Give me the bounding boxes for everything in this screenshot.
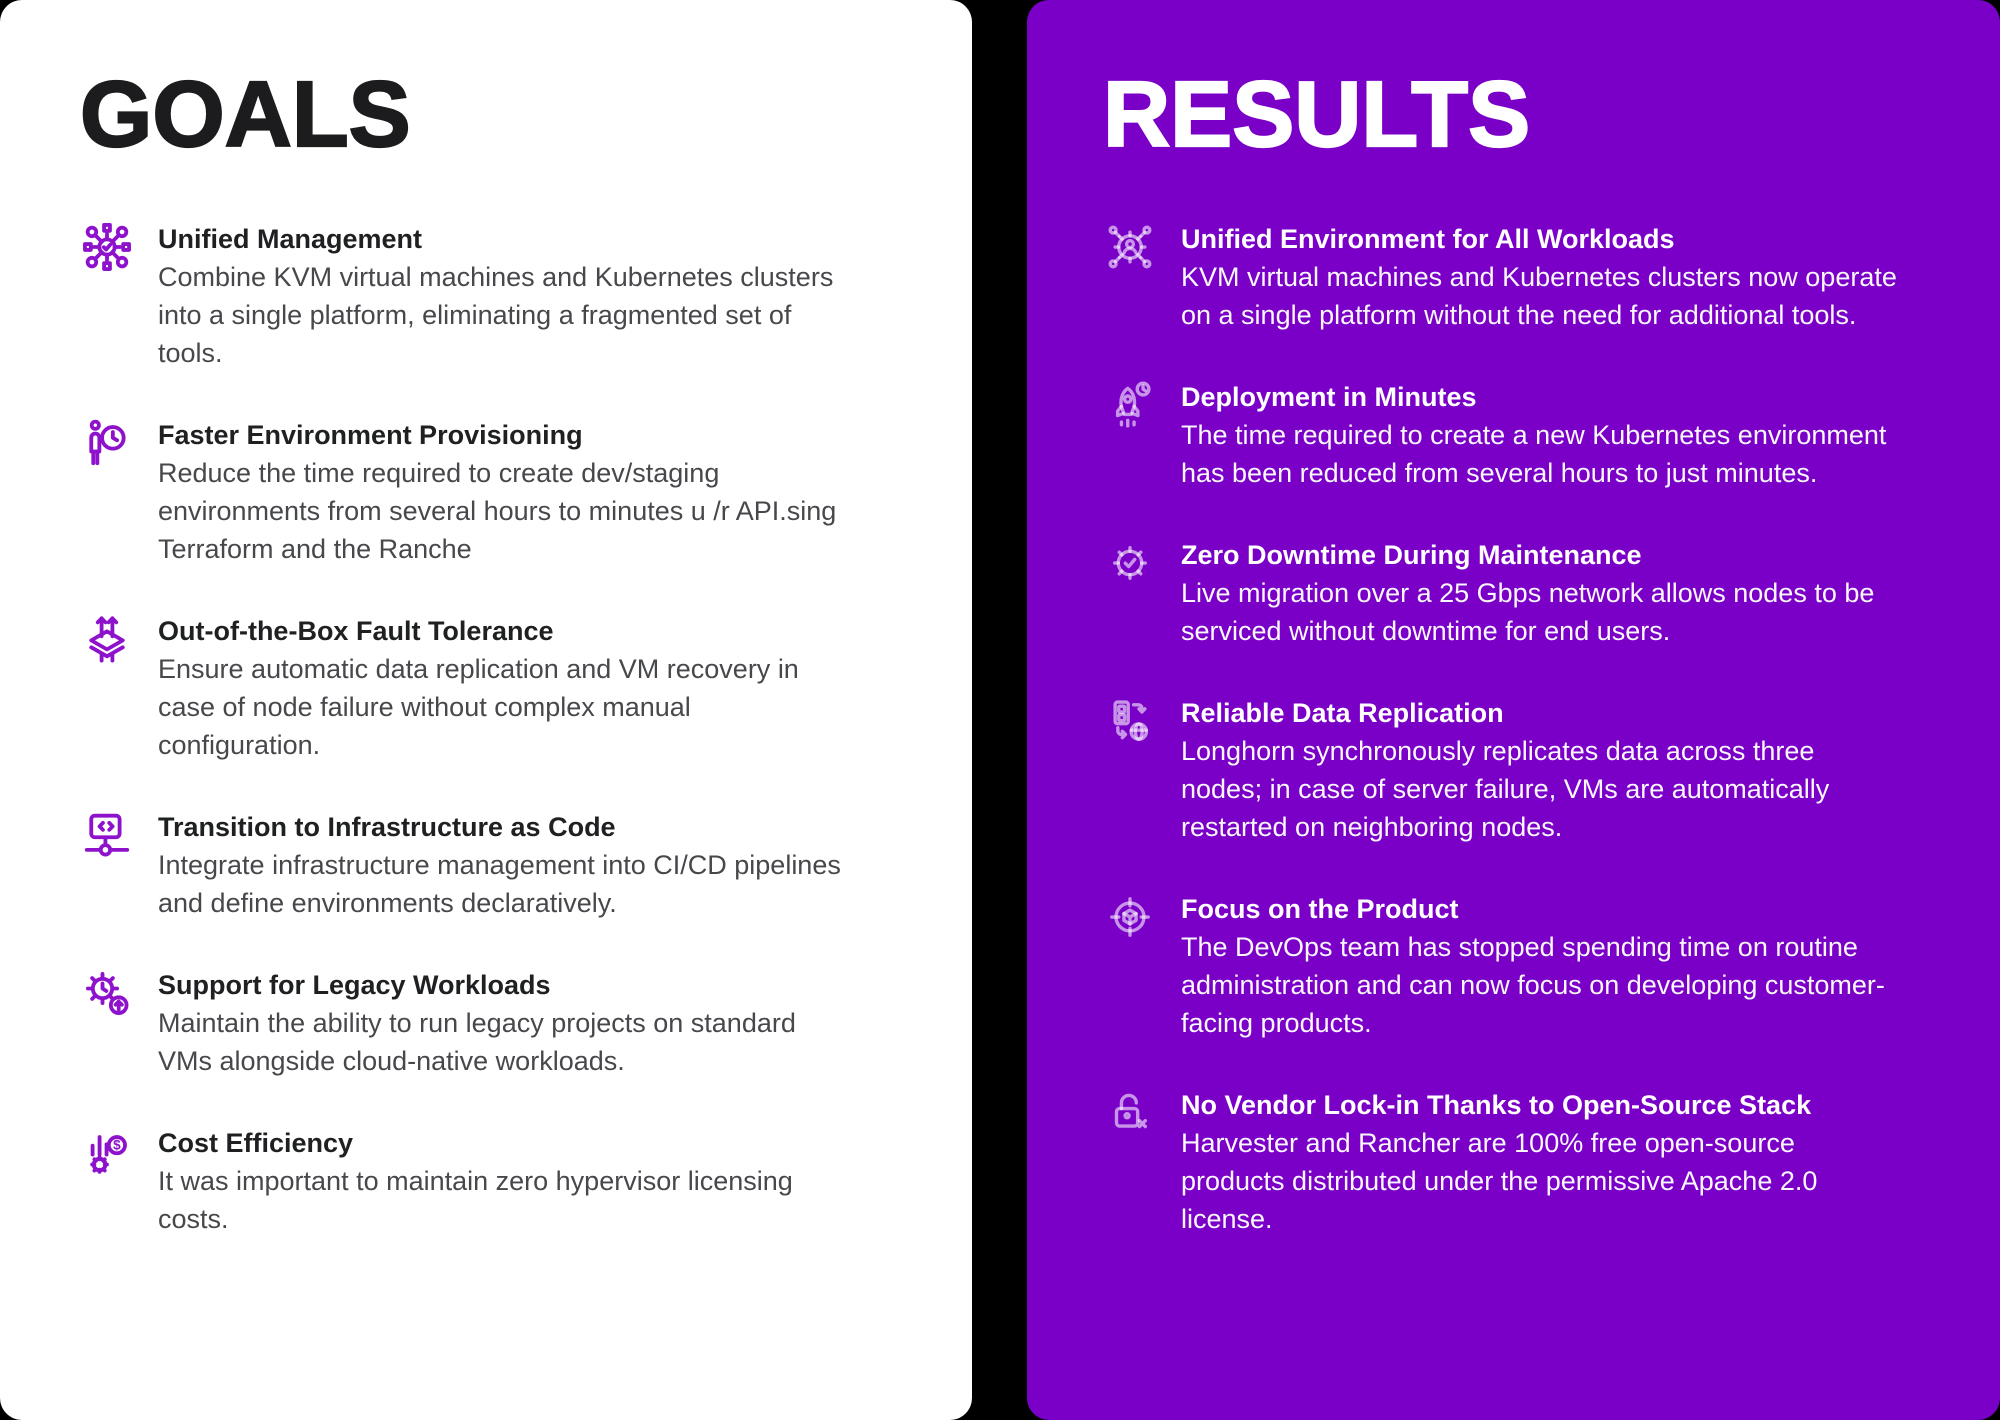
result-item (1103, 378, 1960, 492)
result-item (1103, 694, 1960, 846)
goal-item-title: Support for Legacy Workloads (158, 970, 551, 1001)
result-item-body: Live migration over a 25 Gbps network allows nodes to be serviced without downtime for end users. (1181, 578, 1875, 647)
results-panel (1027, 0, 2000, 1420)
goal-item-body: Combine KVM virtual machines and Kubernetes clusters into a single platform, eliminating a fragmented set of tools. (158, 262, 834, 369)
gear-user-network-icon (1103, 220, 1157, 274)
goal-item-body: Ensure automatic data replication and VM recovery in case of node failure without complex manual configuration. (158, 654, 799, 761)
goal-item-title: Cost Efficiency (158, 1128, 354, 1159)
result-item-title: Focus on the Product (1181, 894, 1459, 925)
goal-item (80, 612, 932, 764)
result-item-title: Reliable Data Replication (1181, 698, 1504, 729)
result-item-body: Longhorn synchronously replicates data across three nodes; in case of server failure, VMs are automatically restarted on neighboring nodes. (1181, 736, 1830, 843)
goal-item-title: Faster Environment Provisioning (158, 420, 583, 451)
result-item (1103, 1086, 1960, 1238)
gear-check-icon (1103, 536, 1157, 590)
goal-item-title: Transition to Infrastructure as Code (158, 812, 616, 843)
person-clock-icon (80, 416, 134, 470)
gear-clock-upload-icon (80, 966, 134, 1020)
result-item (1103, 890, 1960, 1042)
result-item-title: Unified Environment for All Workloads (1181, 224, 1675, 255)
chart-coin-gear-icon (80, 1124, 134, 1178)
goals-panel (0, 0, 972, 1420)
goal-item-body: It was important to maintain zero hypervisor licensing costs. (158, 1166, 793, 1235)
goal-item-title: Unified Management (158, 224, 423, 255)
result-item (1103, 220, 1960, 334)
result-item-title: Zero Downtime During Maintenance (1181, 540, 1642, 571)
result-item (1103, 536, 1960, 650)
goal-item-body: Integrate infrastructure management into CI/CD pipelines and define environments declaratively. (158, 850, 841, 919)
goal-item-title: Out-of-the-Box Fault Tolerance (158, 616, 554, 647)
rocket-clock-icon (1103, 378, 1157, 432)
lock-x-icon (1103, 1086, 1157, 1140)
target-cube-icon (1103, 890, 1157, 944)
results-title: RESULTS (1103, 62, 1531, 166)
goal-item (80, 1124, 932, 1238)
result-item-title: Deployment in Minutes (1181, 382, 1477, 413)
goal-item-body: Maintain the ability to run legacy projects on standard VMs alongside cloud-native workloads. (158, 1008, 796, 1077)
result-item-body: The DevOps team has stopped spending time on routine administration and can now focus on developing customer-facing products. (1181, 932, 1885, 1039)
code-window-node-icon (80, 808, 134, 862)
goal-item (80, 416, 932, 568)
svg-text:$: $ (113, 1137, 121, 1153)
goals-title: GOALS (80, 62, 411, 166)
server-sync-globe-icon (1103, 694, 1157, 748)
result-item-title: No Vendor Lock-in Thanks to Open-Source Stack (1181, 1090, 1812, 1121)
goal-item (80, 220, 932, 372)
result-item-body: Harvester and Rancher are 100% free open-source products distributed under the permissive Apache 2.0 license. (1181, 1128, 1818, 1235)
goal-item-body: Reduce the time required to create dev/staging environments from several hours to minutes u /r API.sing Terraform and the Ranche (158, 458, 837, 565)
result-item-body: The time required to create a new Kubernetes environment has been reduced from several hours to just minutes. (1181, 420, 1887, 489)
result-item-body: KVM virtual machines and Kubernetes clusters now operate on a single platform without the need for additional tools. (1181, 262, 1897, 331)
goal-item (80, 966, 932, 1080)
goal-item (80, 808, 932, 922)
layers-arrows-icon (80, 612, 134, 666)
hub-network-icon (80, 220, 134, 274)
